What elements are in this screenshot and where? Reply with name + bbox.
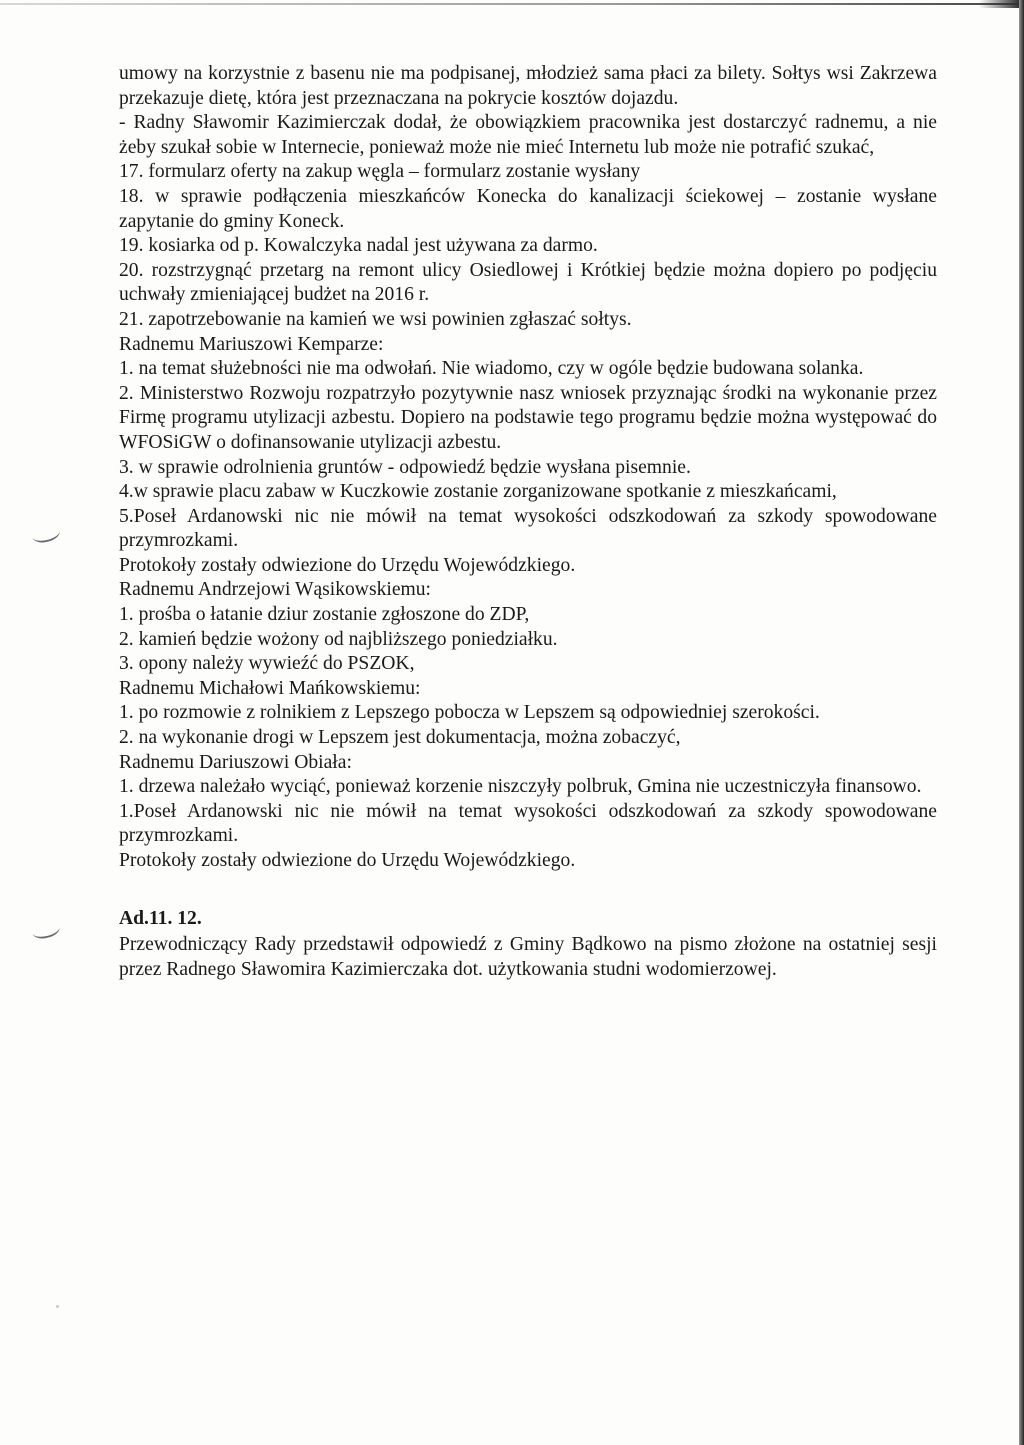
list-item: 1. po rozmowie z rolnikiem z Lepszego pobocza w Lepszem są odpowiedniej szerokości. [119, 702, 820, 724]
paragraph: - Radny Sławomir Kazimierczak dodał, że obowiązkiem pracownika jest dostarczyć radnemu, a nie żeby szukał sobie w Internecie, ponieważ może nie mieć Internetu lub może nie potrafić szukać, [119, 112, 937, 158]
list-item: 17. formularz oferty na zakup węgla – formularz zostanie wysłany [119, 161, 641, 183]
scan-edge-right [1019, 0, 1024, 1445]
handwritten-check-mark [30, 523, 61, 545]
list-item: 19. kosiarka od p. Kowalczyka nadal jest używana za darmo. [119, 235, 598, 257]
list-item: 1. prośba o łatanie dziur zostanie zgłoszone do ZDP, [119, 604, 530, 626]
section-label: Radnemu Michałowi Mańkowskiemu: [119, 677, 421, 699]
list-item: 1. na temat służebności nie ma odwołań. Nie wiadomo, czy w ogóle będzie budowana solanka. [119, 358, 864, 380]
list-item: 1. drzewa należało wyciąć, ponieważ korzenie niszczyły polbruk, Gmina nie uczestniczyła finansowo. [119, 776, 922, 798]
scan-speck [56, 1305, 59, 1308]
paragraph: Przewodniczący Rady przedstawił odpowiedź z Gminy Bądkowo na pismo złożone na ostatniej sesji przez Radnego Sławomira Kazimierczaka dot. użytkowania studni wodomierzowej. [119, 934, 937, 980]
paragraph: umowy na korzystnie z basenu nie ma podpisanej, młodzież sama płaci za bilety. Sołtys wsi Zakrzewa przekazuje dietę, która jest przeznaczana na pokrycie kosztów dojazdu. [119, 63, 937, 109]
list-item: 21. zapotrzebowanie na kamień we wsi powinien zgłaszać sołtys. [119, 308, 632, 330]
list-item: 2. kamień będzie wożony od najbliższego poniedziałku. [119, 628, 558, 650]
list-item: 2. na wykonanie drogi w Lepszem jest dokumentacja, można zobaczyć, [119, 727, 681, 749]
section-label: Radnemu Dariuszowi Obiała: [119, 751, 352, 773]
list-item: 18. w sprawie podłączenia mieszkańców Konecka do kanalizacji ściekowej – zostanie wysłane zapytanie do gminy Koneck. [119, 185, 937, 232]
list-item: 5.Poseł Ardanowski nic nie mówił na temat wysokości odszkodowań za szkody spowodowane przymrozkami. [119, 505, 937, 552]
handwritten-check-mark [30, 919, 61, 941]
list-item: 20. rozstrzygnąć przetarg na remont ulicy Osiedlowej i Krótkiej będzie można dopiero po podjęciu uchwały zmieniającej budżet na 2016 r. [119, 259, 937, 306]
paragraph: Protokoły zostały odwiezione do Urzędu Wojewódzkiego. [119, 554, 576, 576]
section-heading: Ad.11. 12. [119, 907, 202, 929]
scan-edge-top [0, 3, 1024, 5]
list-item: 3. opony należy wywieźć do PSZOK, [119, 653, 415, 675]
paragraph: Protokoły zostały odwiezione do Urzędu Wojewódzkiego. [119, 850, 576, 871]
section-label: Radnemu Mariuszowi Kemparze: [119, 333, 384, 355]
list-item: 2. Ministerstwo Rozwoju rozpatrzyło pozytywnie nasz wniosek przyznając środki na wykonanie przez Firmę programu utylizacji azbestu. Dopiero na podstawie tego programu będzie można występować do WFOSiGW o dofinansowanie utylizacji azbestu. [119, 382, 937, 453]
list-item: 1.Poseł Ardanowski nic nie mówił na temat wysokości odszkodowań za szkody spowodowane przymrozkami. [119, 800, 937, 847]
list-item: 3. w sprawie odrolnienia gruntów - odpowiedź będzie wysłana pisemnie. [119, 456, 691, 478]
list-item: 4.w sprawie placu zabaw w Kuczkowie zostanie zorganizowane spotkanie z mieszkańcami, [119, 481, 837, 503]
document-body [119, 62, 937, 982]
section-label: Radnemu Andrzejowi Wąsikowskiemu: [119, 579, 431, 601]
scan-corner-shadow [979, 0, 1019, 8]
